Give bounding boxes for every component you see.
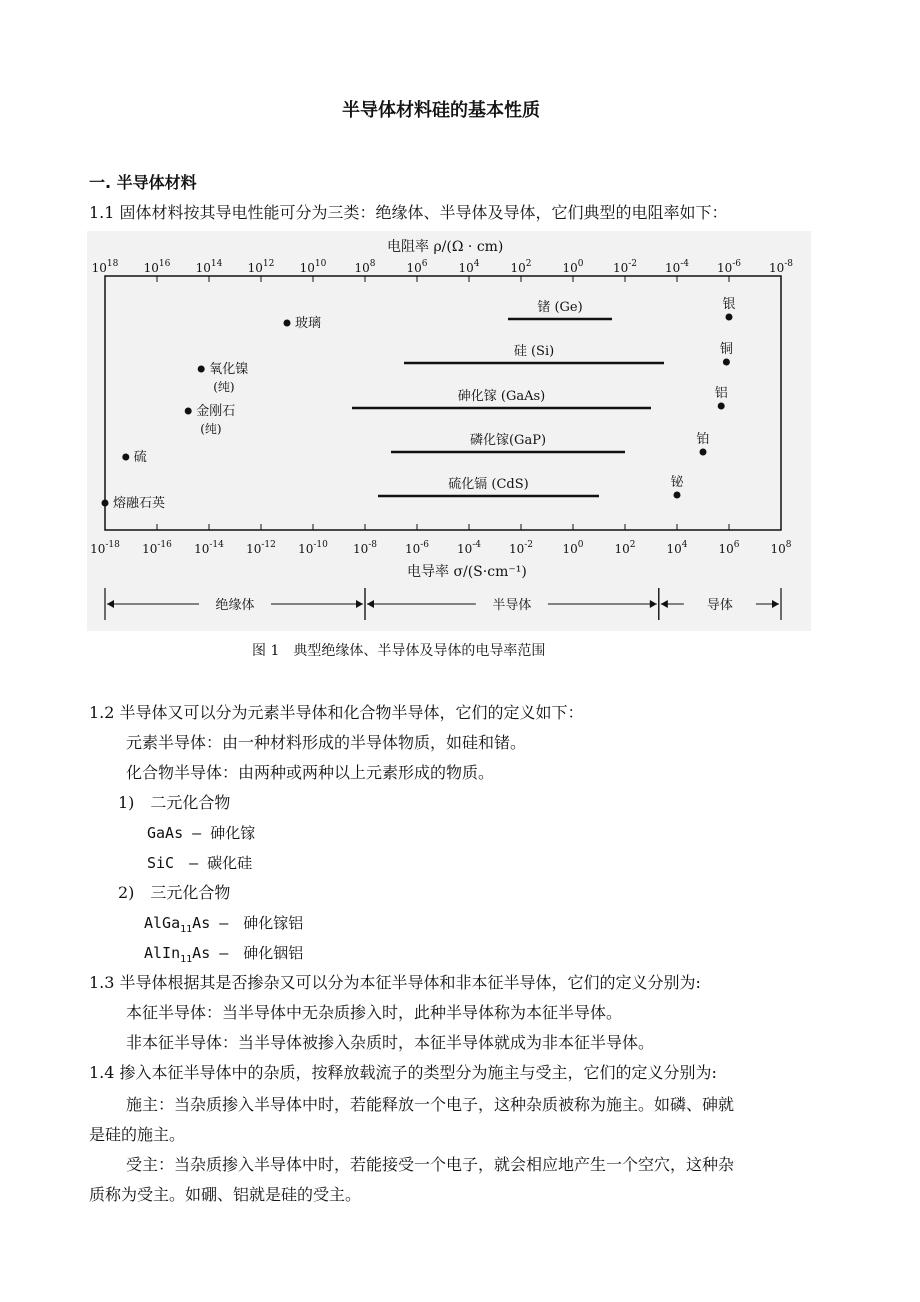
conductivity-tick-label: $10^{-4}$: [456, 540, 482, 556]
conductivity-tick-label: $10^6$: [718, 540, 740, 556]
resistivity-tick-label: $10^{16}$: [143, 259, 171, 275]
bottom-axis-label: 电导率 σ/(S·cm⁻¹): [407, 564, 527, 580]
paragraph-1-3: 1.3 半导体根据其是否掺杂又可以分为本征半导体和非本征半导体，它们的定义分别为:: [89, 973, 701, 992]
region-label: 绝缘体: [215, 598, 255, 613]
material-point: [284, 320, 291, 327]
material-point: [723, 359, 730, 366]
formula-prefix: AlIn: [144, 944, 181, 962]
material-label: 熔融石英: [113, 496, 166, 511]
resistivity-tick-label: $10^4$: [458, 259, 480, 275]
section-heading: 一. 半导体材料: [89, 173, 197, 192]
range-label: 硫化镉 (CdS): [448, 477, 529, 492]
resistivity-tick-label: $10^{12}$: [247, 259, 275, 275]
acceptor-definition-line-1: 受主：当杂质掺入半导体中时，若能接受一个电子，就会相应地产生一个空穴，这种杂: [126, 1155, 735, 1174]
conductivity-tick-label: $10^8$: [770, 540, 792, 556]
extrinsic-definition: 非本征半导体：当半导体被掺入杂质时，本征半导体就成为非本征半导体。: [126, 1033, 655, 1052]
region-arrowhead: [650, 600, 657, 608]
donor-definition-line-2: 是硅的施主。: [89, 1125, 186, 1144]
elemental-semiconductor-definition: 元素半导体：由一种材料形成的半导体物质，如硅和锗。: [126, 733, 527, 752]
material-label: 铂: [696, 432, 710, 447]
conductivity-figure: [87, 231, 811, 631]
resistivity-tick-label: $10^2$: [510, 259, 532, 275]
range-label: 磷化镓(GaP): [469, 433, 547, 448]
material-label: 铝: [714, 386, 728, 401]
conductivity-tick-label: $10^{-18}$: [90, 540, 120, 556]
donor-definition-line-1: 施主：当杂质掺入半导体中时，若能释放一个电子，这种杂质被称为施主。如磷、砷就: [126, 1095, 735, 1114]
resistivity-tick-label: $10^0$: [562, 259, 584, 275]
resistivity-tick-label: $10^6$: [406, 259, 428, 275]
resistivity-tick-label: $10^{18}$: [91, 259, 119, 275]
material-label: 银: [722, 297, 736, 312]
paragraph-1-4: 1.4 掺入本征半导体中的杂质，按释放载流子的类型分为施主与受主，它们的定义分别为:: [89, 1063, 717, 1082]
conductivity-tick-label: $10^{-14}$: [194, 540, 224, 556]
material-point: [700, 449, 707, 456]
material-point: [726, 314, 733, 321]
conductivity-tick-label: $10^{-8}$: [352, 540, 378, 556]
material-point: [674, 492, 681, 499]
material-label: 硫: [133, 450, 147, 465]
material-sublabel: (纯): [200, 422, 222, 436]
material-sublabel: (纯): [213, 380, 235, 394]
conductivity-tick-label: $10^2$: [614, 540, 636, 556]
conductivity-tick-label: $10^{-2}$: [508, 540, 534, 556]
material-label: 玻璃: [295, 316, 322, 331]
conductivity-tick-label: $10^{-6}$: [404, 540, 430, 556]
formula-suffix: As — 砷化铟铝: [192, 944, 304, 962]
ternary-compound-label: 2) 三元化合物: [118, 883, 231, 902]
formula-subscript: 11: [180, 954, 193, 965]
binary-compound-label: 1) 二元化合物: [118, 793, 231, 812]
page-title: 半导体材料硅的基本性质: [342, 100, 540, 121]
conductivity-tick-label: $10^{-12}$: [246, 540, 276, 556]
material-label: 氧化镍: [209, 362, 249, 377]
region-arrowhead: [661, 600, 668, 608]
formula-subscript: 11: [180, 924, 193, 935]
acceptor-definition-line-2: 质称为受主。如硼、铝就是硅的受主。: [89, 1185, 362, 1204]
resistivity-tick-label: $10^{-2}$: [612, 259, 638, 275]
region-arrowhead: [367, 600, 374, 608]
chart-frame: [105, 276, 781, 530]
formula-suffix: As — 砷化镓铝: [192, 914, 304, 932]
paragraph-1-1: 1.1 固体材料按其导电性能可分为三类：绝缘体、半导体及导体，它们典型的电阻率如下：: [89, 203, 728, 222]
range-label: 硅 (Si): [513, 344, 555, 359]
range-label: 砷化镓 (GaAs): [457, 389, 546, 404]
range-label: 锗 (Ge): [537, 300, 583, 315]
material-point: [122, 454, 129, 461]
resistivity-tick-label: $10^{-4}$: [664, 259, 690, 275]
resistivity-tick-label: $10^{-8}$: [768, 259, 794, 275]
binary-item-gaas: GaAs — 砷化镓: [147, 824, 256, 842]
region-arrowhead: [772, 600, 779, 608]
region-arrowhead: [107, 600, 114, 608]
ternary-item-algaas: [144, 913, 303, 940]
material-point: [102, 500, 109, 507]
figure-caption: 图 1 典型绝缘体、半导体及导体的电导率范围: [252, 643, 546, 659]
conductivity-tick-label: $10^{-16}$: [142, 540, 172, 556]
conductivity-tick-label: $10^4$: [666, 540, 688, 556]
conductivity-tick-label: $10^0$: [562, 540, 584, 556]
resistivity-tick-label: $10^{14}$: [195, 259, 223, 275]
ternary-item-alinas: [144, 943, 303, 970]
material-point: [185, 408, 192, 415]
top-axis-label: 电阻率 ρ/(Ω · cm): [387, 239, 504, 255]
region-label: 导体: [706, 598, 733, 613]
resistivity-tick-label: $10^8$: [354, 259, 376, 275]
material-point: [718, 403, 725, 410]
material-point: [198, 366, 205, 373]
material-label: 铜: [719, 342, 733, 357]
formula-prefix: AlGa: [144, 914, 181, 932]
paragraph-1-2: 1.2 半导体又可以分为元素半导体和化合物半导体，它们的定义如下：: [89, 703, 584, 722]
material-label: 铋: [670, 475, 684, 490]
intrinsic-definition: 本征半导体：当半导体中无杂质掺入时，此种半导体称为本征半导体。: [126, 1003, 623, 1022]
region-arrowhead: [356, 600, 363, 608]
conductivity-tick-label: $10^{-10}$: [298, 540, 328, 556]
resistivity-tick-label: $10^{-6}$: [716, 259, 742, 275]
binary-item-sic: SiC — 碳化硅: [147, 854, 253, 872]
compound-semiconductor-definition: 化合物半导体：由两种或两种以上元素形成的物质。: [126, 763, 495, 782]
region-label: 半导体: [492, 598, 532, 613]
material-label: 金刚石: [196, 404, 236, 419]
resistivity-tick-label: $10^{10}$: [299, 259, 327, 275]
